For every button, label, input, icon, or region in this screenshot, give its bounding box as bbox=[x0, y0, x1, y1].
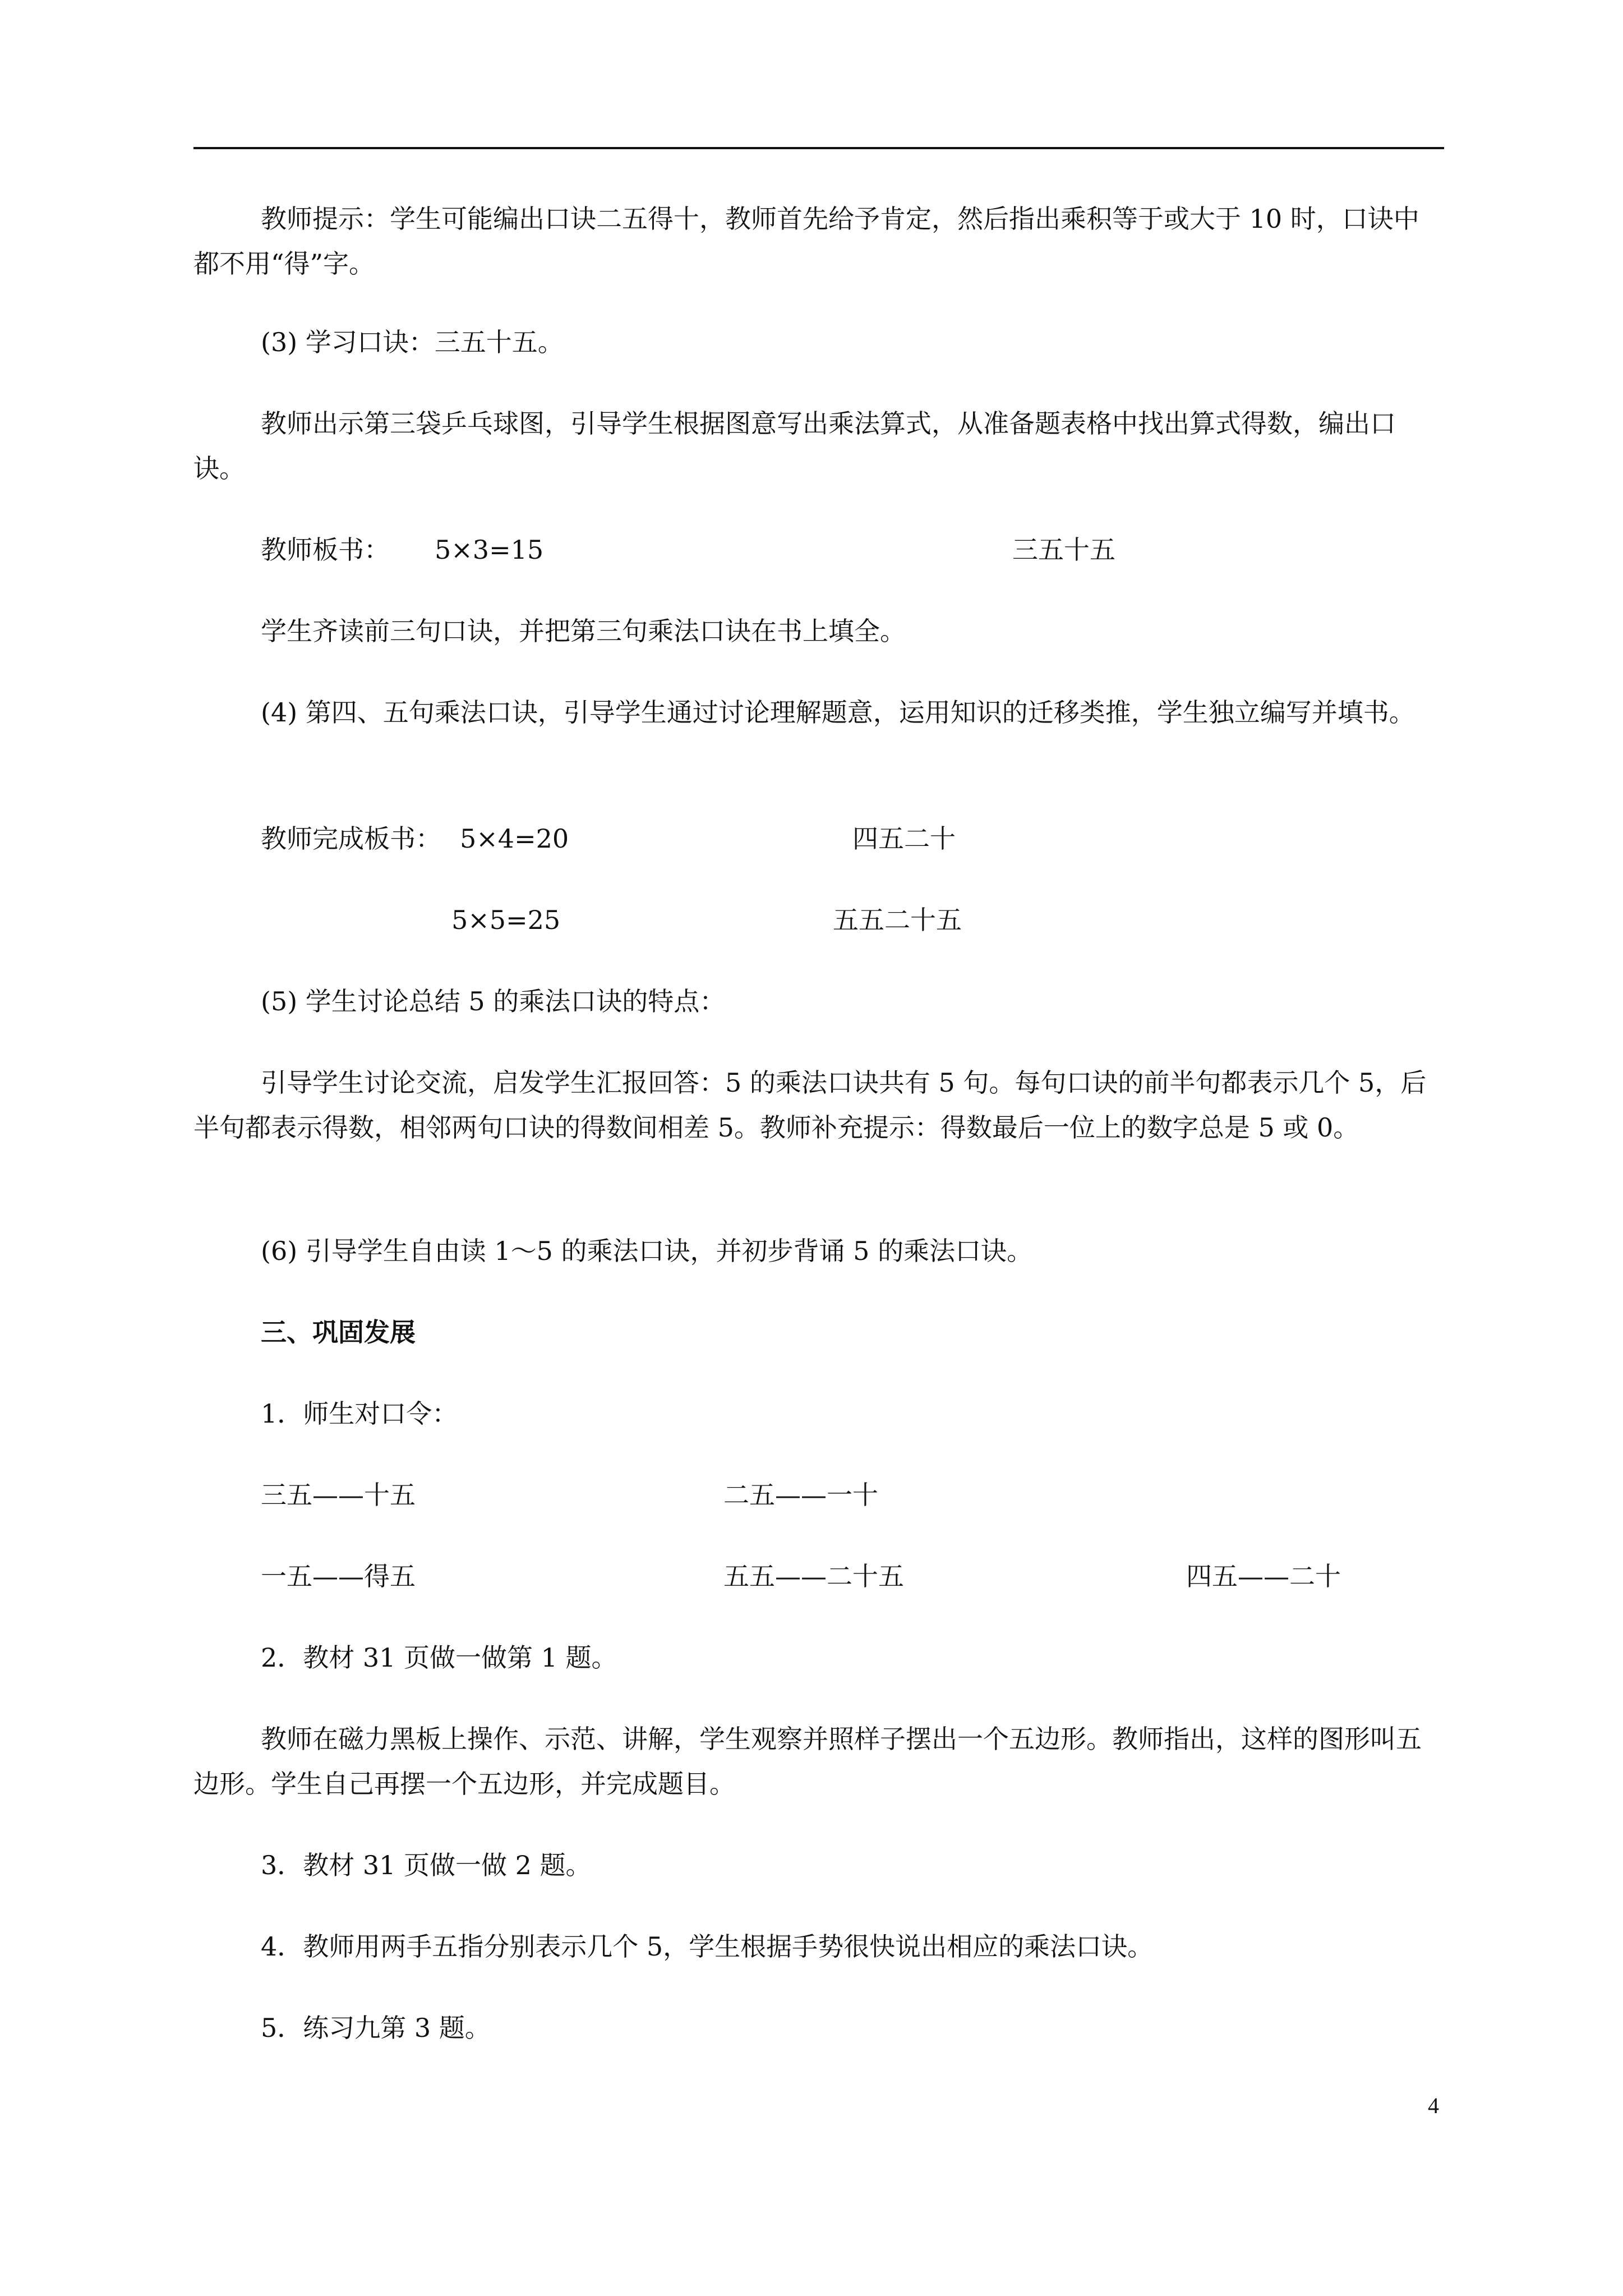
paragraph-teacher-hint: 教师提示：学生可能编出口诀二五得十，教师首先给予肯定，然后指出乘积等于或大于 10 时，口诀中都不用“得”字。 bbox=[193, 204, 1419, 279]
pair-item: 一五——得五 bbox=[261, 1561, 416, 1591]
section-heading: 三、巩固发展 bbox=[261, 1317, 416, 1347]
paragraph-pentagon: 教师在磁力黑板上操作、示范、讲解，学生观察并照样子摆出一个五边形。教师指出，这样的图形叫五边形。学生自己再摆一个五边形，并完成题目。 bbox=[193, 1724, 1422, 1799]
list-item-1: 1．师生对口令： bbox=[261, 1398, 458, 1429]
board-label: 教师板书： bbox=[261, 535, 390, 565]
list-item-4: 4．教师用两手五指分别表示几个 5，学生根据手势很快说出相应的乘法口诀。 bbox=[261, 1931, 1154, 1962]
list-item-3: 3．教材 31 页做一做 2 题。 bbox=[261, 1850, 592, 1880]
paragraph-read-aloud: 学生齐读前三句口诀，并把第三句乘法口诀在书上填全。 bbox=[261, 616, 906, 646]
pair-item: 二五——一十 bbox=[723, 1480, 878, 1510]
board2-equation-1: 5×4=20 bbox=[460, 823, 569, 854]
board2-rhyme-2: 五五二十五 bbox=[833, 905, 962, 935]
pair-item: 四五——二十 bbox=[1186, 1561, 1341, 1591]
board2-rhyme-1: 四五二十 bbox=[852, 823, 956, 854]
paragraph-step-4: (4) 第四、五句乘法口诀，引导学生通过讨论理解题意，运用知识的迁移类推，学生独立编写并填书。 bbox=[261, 697, 1415, 728]
paragraph-summary: 引导学生讨论交流，启发学生汇报回答：5 的乘法口诀共有 5 句。每句口诀的前半句都表示几个 5，后半句都表示得数，相邻两句口诀的得数间相差 5。教师补充提示：得数最后一位上的数字总是 5 或 0。 bbox=[193, 1068, 1427, 1143]
paragraph-show-picture: 教师出示第三袋乒乓球图，引导学生根据图意写出乘法算式，从准备题表格中找出算式得数，编出口诀。 bbox=[193, 408, 1396, 484]
board-equation: 5×3=15 bbox=[435, 535, 544, 565]
header-rule bbox=[193, 147, 1444, 149]
list-item-2: 2．教材 31 页做一做第 1 题。 bbox=[261, 1642, 617, 1673]
paragraph-step-6: (6) 引导学生自由读 1～5 的乘法口诀，并初步背诵 5 的乘法口诀。 bbox=[261, 1236, 1033, 1266]
board2-equation-2: 5×5=25 bbox=[451, 905, 561, 935]
board2-label: 教师完成板书： bbox=[261, 823, 441, 854]
list-item-5: 5．练习九第 3 题。 bbox=[261, 2013, 491, 2043]
paragraph-step-5: (5) 学生讨论总结 5 的乘法口诀的特点： bbox=[261, 986, 726, 1016]
pair-item: 三五——十五 bbox=[261, 1480, 416, 1510]
pair-item: 五五——二十五 bbox=[723, 1561, 904, 1591]
page-number: 4 bbox=[1428, 2093, 1439, 2118]
paragraph-step-3: (3) 学习口诀：三五十五。 bbox=[261, 327, 564, 357]
board-rhyme: 三五十五 bbox=[1012, 535, 1115, 565]
